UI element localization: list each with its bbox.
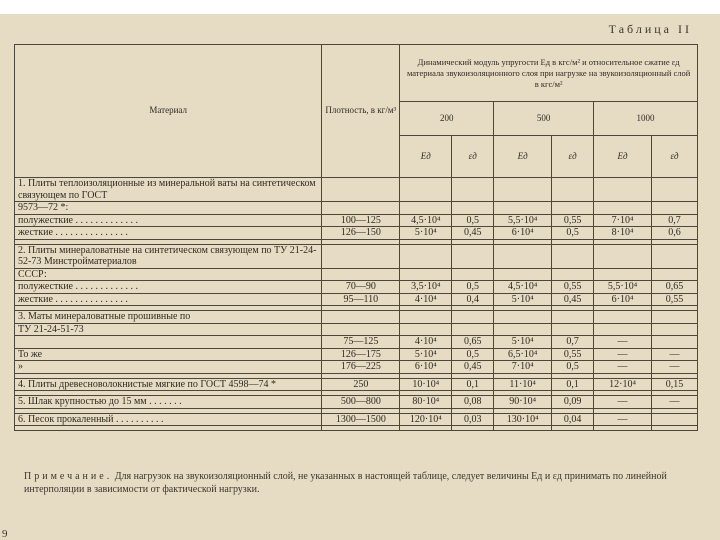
empty-cell	[494, 311, 552, 324]
compression-value: 0,04	[552, 413, 594, 426]
modulus-value: 11·10⁴	[494, 378, 552, 391]
table-note	[24, 470, 694, 496]
empty-cell	[494, 202, 552, 215]
modulus-value: 4,5·10⁴	[494, 281, 552, 294]
group-title: 3. Маты минераловатные прошивные по	[15, 311, 322, 324]
compression-value: 0,55	[552, 281, 594, 294]
material-name: полужесткие . . . . . . . . . . . . .	[15, 214, 322, 227]
empty-cell	[494, 244, 552, 268]
compression-value: 0,65	[651, 281, 697, 294]
modulus-value: —	[594, 348, 652, 361]
empty-cell	[651, 311, 697, 324]
empty-cell	[322, 268, 400, 281]
modulus-value: 6,5·10⁴	[494, 348, 552, 361]
empty-cell	[452, 202, 494, 215]
modulus-value: 12·10⁴	[594, 378, 652, 391]
density-value: 126—175	[322, 348, 400, 361]
empty-cell	[494, 268, 552, 281]
compression-value: 0,5	[452, 281, 494, 294]
modulus-value: 5·10⁴	[494, 336, 552, 349]
compression-value: 0,5	[552, 227, 594, 240]
compression-value: 0,65	[452, 336, 494, 349]
empty-cell	[322, 311, 400, 324]
modulus-value: 90·10⁴	[494, 396, 552, 409]
header-modulus-symbol: Eд	[594, 136, 652, 178]
modulus-value: 4·10⁴	[400, 293, 452, 306]
group-title: 2. Плиты минераловатные на синтетическом связующем по ТУ 21-24-52-73 Минстройматериалов	[15, 244, 322, 268]
density-value: 126—150	[322, 227, 400, 240]
compression-value: 0,5	[452, 214, 494, 227]
empty-cell	[452, 323, 494, 336]
compression-value: —	[651, 348, 697, 361]
group-title: ТУ 21-24-51-73	[15, 323, 322, 336]
empty-cell	[552, 426, 594, 431]
empty-cell	[452, 244, 494, 268]
header-modulus-symbol: Eд	[400, 136, 452, 178]
empty-cell	[400, 178, 452, 202]
compression-value: 0,4	[452, 293, 494, 306]
header-load: 1000	[594, 102, 698, 136]
empty-cell	[594, 311, 652, 324]
density-value: 250	[322, 378, 400, 391]
compression-value	[651, 413, 697, 426]
compression-value: 0,03	[452, 413, 494, 426]
empty-cell	[494, 426, 552, 431]
table-row	[15, 378, 698, 391]
empty-cell	[400, 323, 452, 336]
modulus-value: 6·10⁴	[494, 227, 552, 240]
table-row	[15, 361, 698, 374]
empty-cell	[594, 323, 652, 336]
density-value: 500—800	[322, 396, 400, 409]
density-value: 1300—1500	[322, 413, 400, 426]
compression-value: 0,15	[651, 378, 697, 391]
header-density: Плотность, в кг/м³	[322, 45, 400, 178]
group-title: 1. Плиты теплоизоляционные из минеральной ваты на синтетическом связующем по ГОСТ	[15, 178, 322, 202]
table-row	[15, 214, 698, 227]
density-value: 100—125	[322, 214, 400, 227]
empty-cell	[452, 426, 494, 431]
empty-cell	[594, 268, 652, 281]
modulus-value: 10·10⁴	[400, 378, 452, 391]
compression-value: 0,7	[651, 214, 697, 227]
empty-cell	[552, 268, 594, 281]
modulus-value: 4,5·10⁴	[400, 214, 452, 227]
modulus-value: —	[594, 336, 652, 349]
modulus-value: 3,5·10⁴	[400, 281, 452, 294]
material-name: жесткие . . . . . . . . . . . . . . .	[15, 293, 322, 306]
group-title-row	[15, 311, 698, 324]
empty-cell	[594, 202, 652, 215]
modulus-value: 4·10⁴	[400, 336, 452, 349]
compression-value: 0,55	[651, 293, 697, 306]
compression-value: 0,09	[552, 396, 594, 409]
compression-value: 0,1	[452, 378, 494, 391]
compression-value	[651, 336, 697, 349]
table-row	[15, 413, 698, 426]
header-modulus-group: Динамический модуль упругости Eд в кгс/м² и относительное сжатие εд материала звукоизоляционного слоя при нагрузке на звукоизоляционный слой в кгс/м²	[400, 45, 698, 102]
modulus-value: 7·10⁴	[594, 214, 652, 227]
material-name: 6. Песок прокаленный . . . . . . . . . .	[15, 413, 322, 426]
empty-cell	[452, 178, 494, 202]
compression-value: —	[651, 396, 697, 409]
empty-cell	[552, 202, 594, 215]
modulus-value: 130·10⁴	[494, 413, 552, 426]
group-title-row	[15, 178, 698, 202]
material-name: 5. Шлак крупностью до 15 мм . . . . . . .	[15, 396, 322, 409]
modulus-value: 6·10⁴	[594, 293, 652, 306]
empty-cell	[494, 323, 552, 336]
empty-cell	[452, 268, 494, 281]
table-row	[15, 293, 698, 306]
modulus-value: 5·10⁴	[400, 227, 452, 240]
empty-cell	[594, 178, 652, 202]
modulus-value: 5·10⁴	[494, 293, 552, 306]
empty-cell	[494, 178, 552, 202]
empty-cell	[452, 311, 494, 324]
header-load: 200	[400, 102, 494, 136]
header-compression-symbol: εд	[651, 136, 697, 178]
empty-cell	[651, 426, 697, 431]
compression-value: 0,5	[552, 361, 594, 374]
header-load: 500	[494, 102, 594, 136]
empty-cell	[552, 311, 594, 324]
empty-cell	[594, 426, 652, 431]
empty-cell	[552, 323, 594, 336]
compression-value: 0,45	[452, 227, 494, 240]
table-row	[15, 336, 698, 349]
note-text: Для нагрузок на звукоизоляционный слой, не указанных в настоящей таблице, следует величины Eд и εд принимать по линейной интерполяции в зависимости от фактической нагрузки.	[24, 471, 667, 495]
group-title: СССР:	[15, 268, 322, 281]
modulus-value: 5·10⁴	[400, 348, 452, 361]
compression-value: 0,1	[552, 378, 594, 391]
modulus-value: —	[594, 413, 652, 426]
group-title-row	[15, 244, 698, 268]
modulus-value: 7·10⁴	[494, 361, 552, 374]
modulus-value: 80·10⁴	[400, 396, 452, 409]
empty-cell	[400, 311, 452, 324]
empty-cell	[651, 202, 697, 215]
empty-cell	[322, 426, 400, 431]
group-title-row	[15, 268, 698, 281]
empty-cell	[400, 202, 452, 215]
empty-cell	[322, 244, 400, 268]
header-compression-symbol: εд	[452, 136, 494, 178]
page-number: 9	[2, 528, 8, 540]
empty-cell	[400, 268, 452, 281]
modulus-value: —	[594, 361, 652, 374]
table-row	[15, 348, 698, 361]
empty-cell	[552, 244, 594, 268]
header-modulus-symbol: Eд	[494, 136, 552, 178]
empty-cell	[651, 244, 697, 268]
empty-cell	[322, 323, 400, 336]
compression-value: 0,5	[452, 348, 494, 361]
compression-value: 0,6	[651, 227, 697, 240]
material-name: 4. Плиты древесноволокнистые мягкие по ГОСТ 4598—74 *	[15, 378, 322, 391]
compression-value: 0,55	[552, 214, 594, 227]
note-heading: Примечание.	[24, 471, 113, 482]
compression-value: 0,55	[552, 348, 594, 361]
empty-cell	[651, 323, 697, 336]
compression-value: 0,7	[552, 336, 594, 349]
empty-cell	[651, 268, 697, 281]
group-title-row	[15, 323, 698, 336]
table-title: Таблица II	[608, 22, 692, 36]
density-value: 70—90	[322, 281, 400, 294]
empty-cell	[400, 426, 452, 431]
density-value: 75—125	[322, 336, 400, 349]
group-title: 9573—72 *:	[15, 202, 322, 215]
group-title-row	[15, 202, 698, 215]
density-value: 95—110	[322, 293, 400, 306]
material-name: »	[15, 361, 322, 374]
empty-cell	[651, 178, 697, 202]
compression-value: 0,45	[452, 361, 494, 374]
empty-cell	[322, 202, 400, 215]
material-name: жесткие . . . . . . . . . . . . . . .	[15, 227, 322, 240]
modulus-value: 5,5·10⁴	[594, 281, 652, 294]
table-row	[15, 227, 698, 240]
compression-value: 0,45	[552, 293, 594, 306]
table-row	[15, 281, 698, 294]
empty-cell	[594, 244, 652, 268]
material-name	[15, 336, 322, 349]
material-name: То же	[15, 348, 322, 361]
modulus-value: —	[594, 396, 652, 409]
header-material: Материал	[15, 45, 322, 178]
empty-cell	[552, 178, 594, 202]
material-name: полужесткие . . . . . . . . . . . . .	[15, 281, 322, 294]
compression-value: 0,08	[452, 396, 494, 409]
modulus-value: 6·10⁴	[400, 361, 452, 374]
empty-cell	[400, 244, 452, 268]
density-value: 176—225	[322, 361, 400, 374]
row-spacer	[15, 426, 698, 431]
empty-cell	[15, 426, 322, 431]
compression-value: —	[651, 361, 697, 374]
modulus-value: 120·10⁴	[400, 413, 452, 426]
table-row	[15, 396, 698, 409]
modulus-value: 5,5·10⁴	[494, 214, 552, 227]
empty-cell	[322, 178, 400, 202]
data-table	[14, 44, 698, 431]
header-compression-symbol: εд	[552, 136, 594, 178]
modulus-value: 8·10⁴	[594, 227, 652, 240]
